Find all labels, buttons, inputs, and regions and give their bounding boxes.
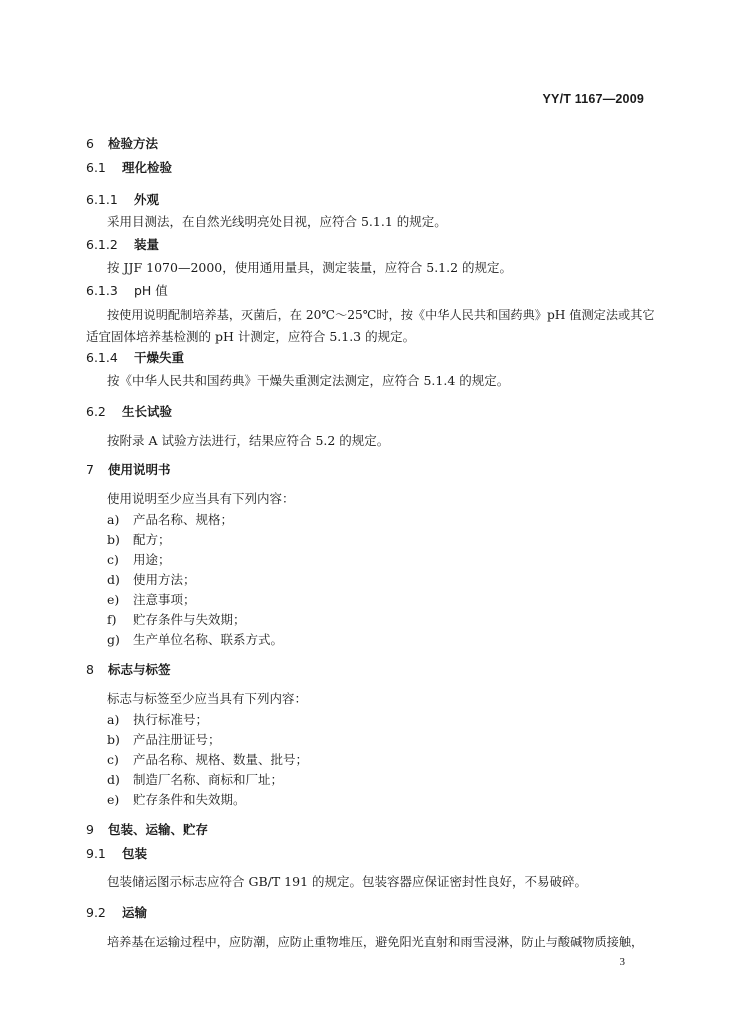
standard-code: YY/T 1167—2009 bbox=[542, 92, 644, 106]
section-number: 9.1 bbox=[86, 846, 106, 861]
section-number: 6 bbox=[86, 136, 94, 151]
section-title: 干燥失重 bbox=[134, 350, 185, 365]
paragraph: 培养基在运输过程中，应防潮，应防止重物堆压，避免阳光直射和雨雪浸淋，防止与酸碱物质接触， bbox=[107, 935, 644, 949]
list-marker: b) bbox=[107, 732, 120, 747]
paragraph: 按 JJF 1070—2000，使用通用量具，测定装量，应符合 5.1.2 的规定。 bbox=[107, 260, 513, 275]
list-marker: e) bbox=[107, 592, 120, 607]
section-heading-6-2 bbox=[86, 404, 172, 420]
section-number: 6.1.2 bbox=[86, 237, 118, 252]
list-text: 生产单位名称、联系方式。 bbox=[133, 632, 284, 647]
section-number: 6.1.4 bbox=[86, 350, 118, 365]
list-text: 执行标准号； bbox=[133, 712, 209, 727]
section-heading-6-1 bbox=[86, 160, 172, 176]
list-item bbox=[107, 792, 246, 808]
section-title: 包装 bbox=[122, 846, 148, 861]
section-title: 装量 bbox=[134, 237, 160, 252]
section-heading-9-1 bbox=[86, 846, 147, 862]
list-intro: 标志与标签至少应当具有下列内容： bbox=[107, 691, 308, 706]
section-heading-7 bbox=[86, 462, 171, 478]
list-item bbox=[107, 512, 233, 528]
list-text: 制造厂名称、商标和厂址； bbox=[133, 772, 284, 787]
paragraph: 按使用说明配制培养基，灭菌后，在 20℃～25℃时，按《中华人民共和国药典》pH 值测定法或其它 bbox=[107, 308, 655, 322]
section-title: 检验方法 bbox=[108, 136, 159, 151]
list-item bbox=[107, 752, 308, 768]
section-number: 8 bbox=[86, 662, 94, 677]
section-heading-6-1-4 bbox=[86, 350, 184, 366]
list-marker: c) bbox=[107, 552, 119, 567]
section-heading-9-2 bbox=[86, 905, 147, 921]
page-number: 3 bbox=[619, 956, 625, 968]
list-marker: c) bbox=[107, 752, 119, 767]
section-heading-6 bbox=[86, 136, 158, 152]
paragraph: 采用目测法，在自然光线明亮处目视，应符合 5.1.1 的规定。 bbox=[107, 214, 447, 229]
list-text: 用途； bbox=[133, 552, 171, 567]
list-intro: 使用说明至少应当具有下列内容： bbox=[107, 491, 295, 506]
list-marker: g) bbox=[107, 632, 120, 647]
list-marker: a) bbox=[107, 712, 120, 727]
section-number: 9 bbox=[86, 822, 94, 837]
list-marker: f) bbox=[107, 612, 117, 627]
list-text: 产品名称、规格、数量、批号； bbox=[133, 752, 309, 767]
paragraph: 按附录 A 试验方法进行，结果应符合 5.2 的规定。 bbox=[107, 433, 390, 448]
section-title: 生长试验 bbox=[122, 404, 173, 419]
list-text: 贮存条件与失效期； bbox=[133, 612, 246, 627]
section-number: 6.1.1 bbox=[86, 192, 118, 207]
list-item bbox=[107, 532, 171, 548]
paragraph-continued: 适宜固体培养基检测的 pH 计测定，应符合 5.1.3 的规定。 bbox=[86, 329, 416, 344]
section-heading-6-1-3 bbox=[86, 283, 168, 299]
list-marker: e) bbox=[107, 792, 120, 807]
section-number: 7 bbox=[86, 462, 94, 477]
list-item bbox=[107, 712, 208, 728]
list-item bbox=[107, 732, 221, 748]
section-number: 9.2 bbox=[86, 905, 106, 920]
list-text: 使用方法； bbox=[133, 572, 196, 587]
section-heading-6-1-2 bbox=[86, 237, 159, 253]
list-item bbox=[107, 592, 196, 608]
list-text: 产品名称、规格； bbox=[133, 512, 234, 527]
section-title: 标志与标签 bbox=[108, 662, 171, 677]
paragraph: 按《中华人民共和国药典》干燥失重测定法测定，应符合 5.1.4 的规定。 bbox=[107, 373, 510, 388]
section-number: 6.1.3 bbox=[86, 283, 118, 298]
list-item bbox=[107, 572, 196, 588]
list-item bbox=[107, 552, 171, 568]
list-item bbox=[107, 772, 283, 788]
section-title: pH 值 bbox=[134, 283, 168, 298]
section-heading-8 bbox=[86, 662, 171, 678]
list-text: 产品注册证号； bbox=[133, 732, 221, 747]
section-title: 理化检验 bbox=[122, 160, 173, 175]
list-marker: a) bbox=[107, 512, 120, 527]
list-marker: d) bbox=[107, 572, 120, 587]
section-title: 外观 bbox=[134, 192, 160, 207]
list-text: 贮存条件和失效期。 bbox=[133, 792, 246, 807]
paragraph: 包装储运图示标志应符合 GB/T 191 的规定。包装容器应保证密封性良好，不易破碎。 bbox=[107, 874, 588, 889]
list-text: 配方； bbox=[133, 532, 171, 547]
section-heading-9 bbox=[86, 822, 208, 838]
section-title: 使用说明书 bbox=[108, 462, 171, 477]
section-title: 运输 bbox=[122, 905, 148, 920]
list-item bbox=[107, 632, 283, 648]
list-item bbox=[107, 612, 246, 628]
list-text: 注意事项； bbox=[133, 592, 196, 607]
section-number: 6.2 bbox=[86, 404, 106, 419]
list-marker: b) bbox=[107, 532, 120, 547]
section-title: 包装、运输、贮存 bbox=[108, 822, 209, 837]
section-number: 6.1 bbox=[86, 160, 106, 175]
list-marker: d) bbox=[107, 772, 120, 787]
section-heading-6-1-1 bbox=[86, 192, 159, 208]
